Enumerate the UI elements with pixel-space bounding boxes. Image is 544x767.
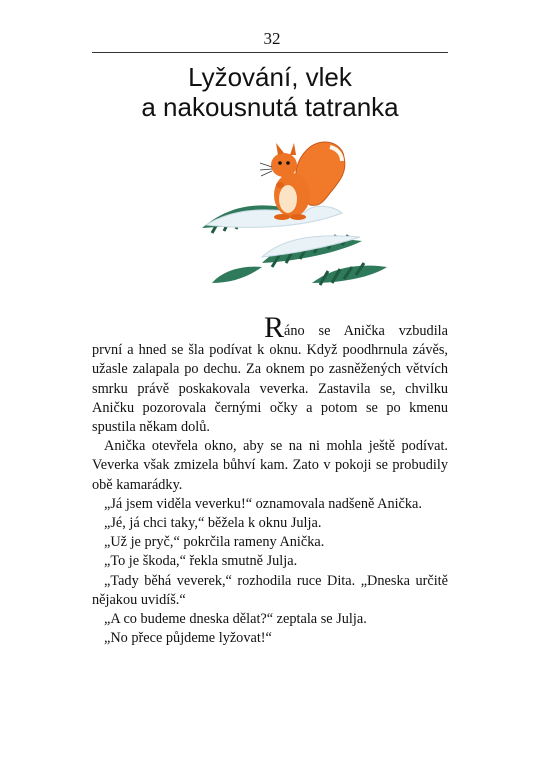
squirrel-icon	[192, 133, 392, 298]
paragraph: „A co budeme dneska dělat?“ zeptala se Julja.	[104, 611, 367, 628]
paragraph: „Tady běhá veverek,“ rozhodila ruce Dita. „Dneska určitě nějakou uvidíš.“	[92, 572, 448, 608]
header-rule	[92, 52, 448, 53]
paragraph: „To je škoda,“ řekla smutně Julja.	[104, 553, 298, 570]
paragraph: Anička otevřela okno, aby se na ni mohla ještě podívat. Veverka však zmizela bůhví kam. Zato v pokoji se probudily obě kamarádky.	[92, 438, 448, 493]
chapter-title-line-2: a nakousnutá tatranka	[141, 92, 399, 122]
paragraph: „Už je pryč,“ pokrčila rameny Anička.	[104, 534, 325, 551]
paragraph	[92, 311, 448, 437]
paragraph: „No přece půjdeme lyžovat!“	[104, 630, 272, 647]
paragraph: „Já jsem viděla veverku!“ oznamovala nadšeně Anička.	[104, 495, 422, 512]
paragraph-text: áno se Anička vzbudila první a hned se šla podívat k oknu. Když poodhrnula závěs, užasle zalapala po dechu. Za oknem po zasněžených větvích smrku právě poskakovala veverka. Zastavila se, chvilku Aničku pozorovala černými očky a potom se po kmenu spustila někam dolů.	[92, 323, 448, 436]
paragraph: „Jé, já chci taky,“ běžela k oknu Julja.	[104, 515, 322, 532]
story-text	[92, 311, 448, 648]
dropcap-letter: R	[264, 311, 285, 344]
page-number: 32	[263, 29, 281, 48]
chapter-title-line-1: Lyžování, vlek	[188, 62, 352, 92]
chapter-title	[92, 62, 448, 122]
